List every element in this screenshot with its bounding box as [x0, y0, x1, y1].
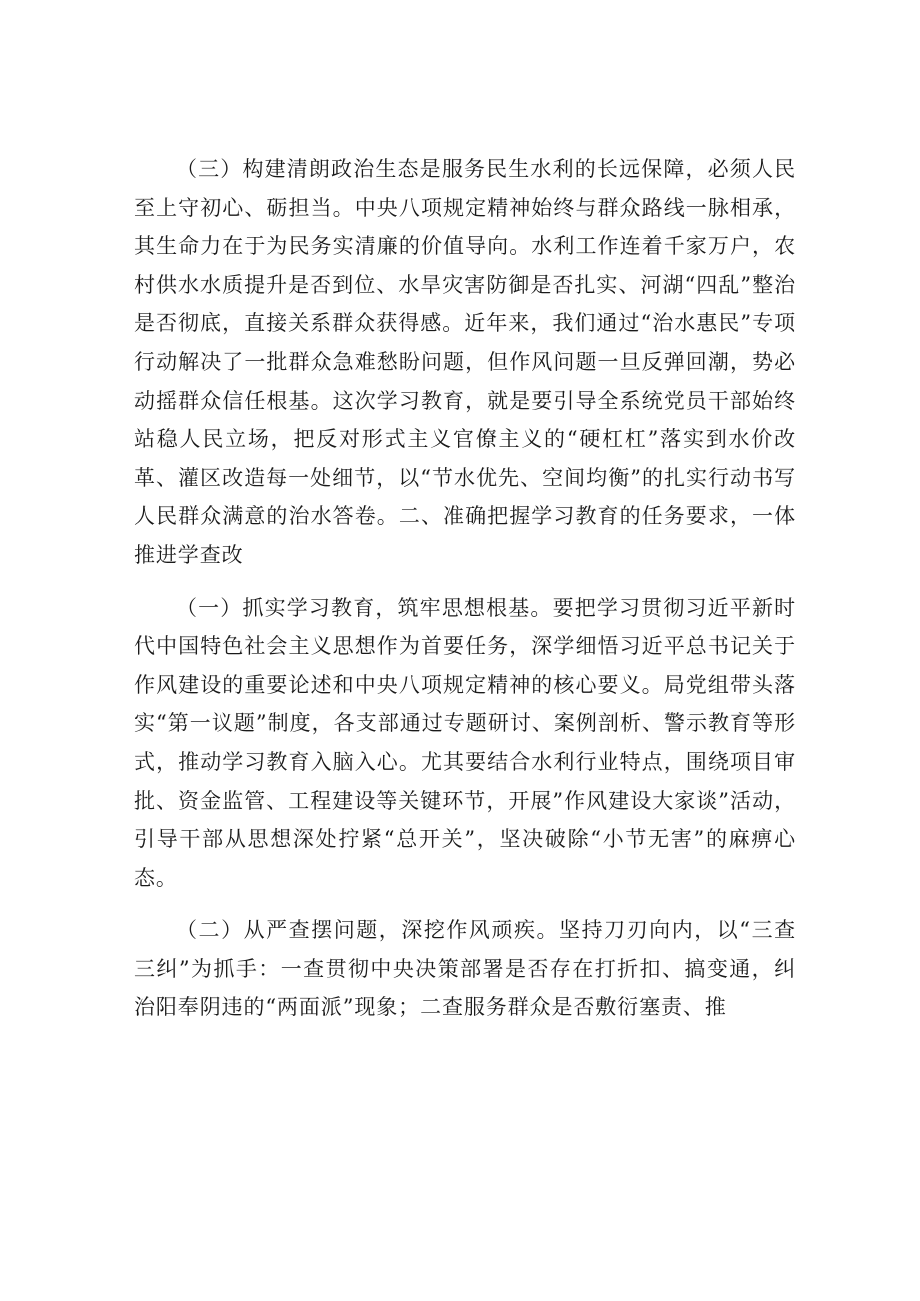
document-body: [134, 150, 796, 1027]
paragraph-section-one: （一）抓实学习教育，筑牢思想根基。要把学习贯彻习近平新时代中国特色社会主义思想作为首要任务，深学细悟习近平总书记关于作风建设的重要论述和中央八项规定精神的核心要义。局党组带头落实“第一议题”制度，各支部通过专题研讨、案例剖析、警示教育等形式，推动学习教育入脑入心。尤其要结合水利行业特点，围绕项目审批、资金监管、工程建设等关键环节，开展”作风建设大家谈”活动，引导干部从思想深处拧紧“总开关”，坚决破除“小节无害”的麻痹心态。: [134, 595, 796, 890]
paragraph-section-two: （二）从严查摆问题，深挖作风顽疾。坚持刀刃向内，以“三查三纠”为抓手：一查贯彻中央决策部署是否存在打折扣、搞变通，纠治阳奉阴违的“两面派”现象；二查服务群众是否敷衍塞责、推: [134, 918, 796, 1020]
paragraph-section-three: （三）构建清朗政治生态是服务民生水利的长远保障，必须人民至上守初心、砺担当。中央八项规定精神始终与群众路线一脉相承，其生命力在于为民务实清廉的价值导向。水利工作连着千家万户，农村供水水质提升是否到位、水旱灾害防御是否扎实、河湖“四乱”整治是否彻底，直接关系群众获得感。近年来，我们通过“治水惠民”专项行动解决了一批群众急难愁盼问题，但作风问题一旦反弹回潮，势必动摇群众信任根基。这次学习教育，就是要引导全系统党员干部始终站稳人民立场，把反对形式主义官僚主义的“硬杠杠”落实到水价改革、灌区改造每一处细节，以“节水优先、空间均衡”的扎实行动书写人民群众满意的治水答卷。二、准确把握学习教育的任务要求，一体推进学查改: [134, 157, 796, 567]
